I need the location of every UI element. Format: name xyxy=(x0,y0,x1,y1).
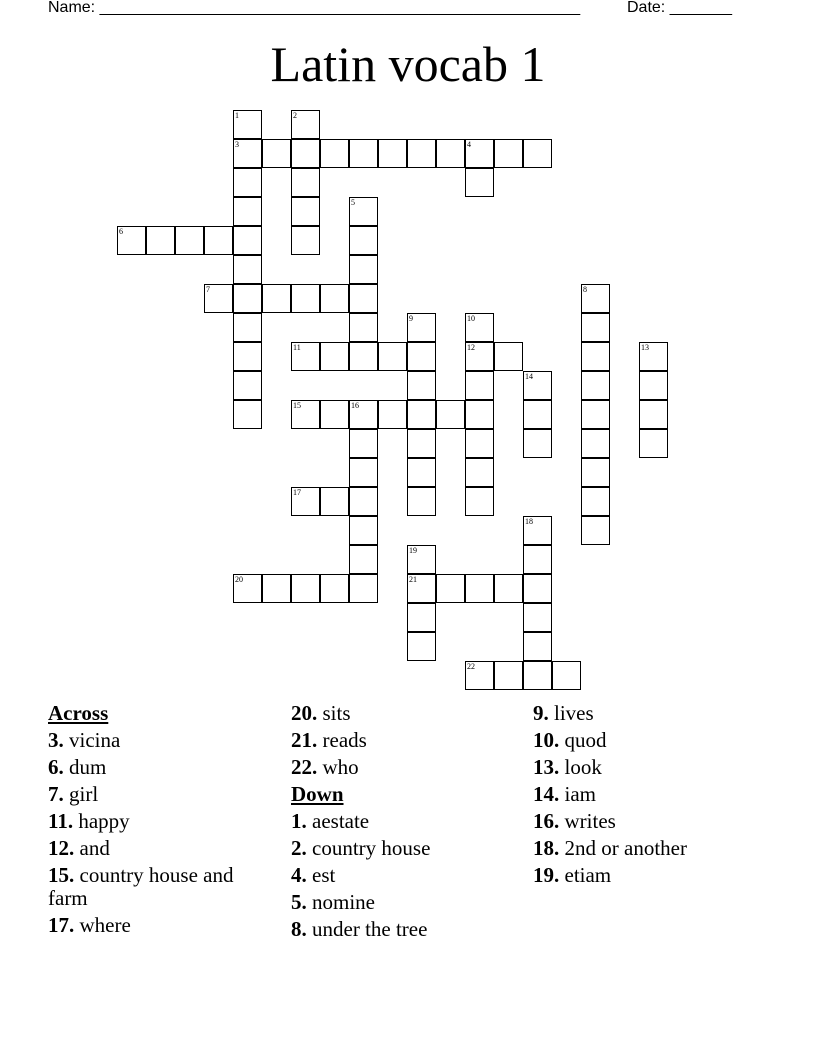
grid-cell[interactable] xyxy=(233,226,262,255)
grid-cell[interactable] xyxy=(523,661,552,690)
cell-number: 9 xyxy=(409,314,413,323)
grid-cell[interactable] xyxy=(465,139,494,168)
grid-cell[interactable] xyxy=(523,574,552,603)
grid-cell[interactable] xyxy=(378,139,407,168)
cell-number: 7 xyxy=(206,285,210,294)
clue-across-20 xyxy=(291,702,491,725)
grid-cell[interactable] xyxy=(291,400,320,429)
clue-across-21 xyxy=(291,729,491,752)
grid-cell[interactable] xyxy=(291,226,320,255)
grid-cell[interactable] xyxy=(465,458,494,487)
grid-cell[interactable] xyxy=(233,313,262,342)
grid-cell[interactable] xyxy=(349,139,378,168)
grid-cell[interactable] xyxy=(581,458,610,487)
grid-cell[interactable] xyxy=(175,226,204,255)
clue-number: 22. xyxy=(291,755,318,779)
grid-cell[interactable] xyxy=(494,574,523,603)
clue-across-22 xyxy=(291,756,491,779)
clue-down-5 xyxy=(291,891,491,914)
clue-down-2 xyxy=(291,837,491,860)
clue-number: 2. xyxy=(291,836,307,860)
grid-cell[interactable] xyxy=(349,313,378,342)
grid-cell[interactable] xyxy=(523,139,552,168)
grid-cell[interactable] xyxy=(320,400,349,429)
grid-cell[interactable] xyxy=(291,110,320,139)
clue-across-17 xyxy=(48,914,248,937)
grid-cell[interactable] xyxy=(291,574,320,603)
clue-column-2 xyxy=(291,702,491,945)
grid-cell[interactable] xyxy=(320,284,349,313)
grid-cell[interactable] xyxy=(349,487,378,516)
cell-number: 15 xyxy=(293,401,301,410)
clue-number: 17. xyxy=(48,913,75,937)
grid-cell[interactable] xyxy=(494,342,523,371)
grid-cell[interactable] xyxy=(291,197,320,226)
clue-column-3 xyxy=(533,702,763,891)
grid-cell[interactable] xyxy=(581,487,610,516)
grid-cell[interactable] xyxy=(291,168,320,197)
clue-down-10 xyxy=(533,729,763,752)
grid-cell[interactable] xyxy=(291,284,320,313)
cell-number: 5 xyxy=(351,198,355,207)
grid-cell[interactable] xyxy=(552,661,581,690)
date-line[interactable]: _______ xyxy=(669,0,732,16)
name-field[interactable] xyxy=(48,0,580,18)
grid-cell[interactable] xyxy=(436,574,465,603)
grid-cell[interactable] xyxy=(581,342,610,371)
grid-cell[interactable] xyxy=(233,400,262,429)
grid-cell[interactable] xyxy=(523,603,552,632)
clue-down-1 xyxy=(291,810,491,833)
clue-down-14 xyxy=(533,783,763,806)
cell-number: 4 xyxy=(467,140,471,149)
clue-number: 10. xyxy=(533,728,560,752)
clue-text: nomine xyxy=(312,890,375,914)
clue-text: under the tree xyxy=(312,917,428,941)
clue-across-12 xyxy=(48,837,248,860)
grid-cell[interactable] xyxy=(465,661,494,690)
clue-down-16 xyxy=(533,810,763,833)
clue-text: country house xyxy=(312,836,431,860)
grid-cell[interactable] xyxy=(262,284,291,313)
clue-text: lives xyxy=(554,701,594,725)
clue-across-11 xyxy=(48,810,248,833)
grid-cell[interactable] xyxy=(262,574,291,603)
grid-cell[interactable] xyxy=(233,574,262,603)
grid-cell[interactable] xyxy=(204,284,233,313)
clue-number: 18. xyxy=(533,836,560,860)
clue-text: etiam xyxy=(564,863,612,887)
grid-cell[interactable] xyxy=(639,400,668,429)
grid-cell[interactable] xyxy=(494,661,523,690)
grid-cell[interactable] xyxy=(407,139,436,168)
grid-cell[interactable] xyxy=(465,429,494,458)
clue-text: writes xyxy=(564,809,616,833)
grid-cell[interactable] xyxy=(262,139,291,168)
clue-number: 14. xyxy=(533,782,560,806)
cell-number: 11 xyxy=(293,343,301,352)
down-heading: Down xyxy=(291,782,344,806)
grid-cell[interactable] xyxy=(233,110,262,139)
grid-cell[interactable] xyxy=(581,429,610,458)
grid-cell[interactable] xyxy=(465,168,494,197)
clue-number: 5. xyxy=(291,890,307,914)
grid-cell[interactable] xyxy=(349,284,378,313)
grid-cell[interactable] xyxy=(349,545,378,574)
grid-cell[interactable] xyxy=(320,342,349,371)
grid-cell[interactable] xyxy=(349,574,378,603)
grid-cell[interactable] xyxy=(407,632,436,661)
clue-text: happy xyxy=(78,809,130,833)
grid-cell[interactable] xyxy=(581,313,610,342)
grid-cell[interactable] xyxy=(291,342,320,371)
clue-across-15 xyxy=(48,864,248,910)
clue-down-9 xyxy=(533,702,763,725)
clue-text: dum xyxy=(69,755,107,779)
grid-cell[interactable] xyxy=(407,313,436,342)
grid-cell[interactable] xyxy=(436,400,465,429)
grid-cell[interactable] xyxy=(581,284,610,313)
clue-text: est xyxy=(312,863,336,887)
clue-across-3 xyxy=(48,729,248,752)
grid-cell[interactable] xyxy=(233,255,262,284)
grid-cell[interactable] xyxy=(291,487,320,516)
grid-cell[interactable] xyxy=(407,371,436,400)
cell-number: 2 xyxy=(293,111,297,120)
grid-cell[interactable] xyxy=(494,139,523,168)
grid-cell[interactable] xyxy=(523,429,552,458)
cell-number: 10 xyxy=(467,314,475,323)
grid-cell[interactable] xyxy=(349,226,378,255)
date-label: Date: xyxy=(627,0,666,16)
clue-down-19 xyxy=(533,864,763,887)
cell-number: 20 xyxy=(235,575,243,584)
clue-column-1 xyxy=(48,702,248,941)
clue-number: 13. xyxy=(533,755,560,779)
grid-cell[interactable] xyxy=(320,487,349,516)
grid-cell[interactable] xyxy=(407,603,436,632)
grid-cell[interactable] xyxy=(523,516,552,545)
grid-cell[interactable] xyxy=(146,226,175,255)
clue-number: 11. xyxy=(48,809,74,833)
grid-cell[interactable] xyxy=(233,168,262,197)
clue-number: 15. xyxy=(48,863,75,887)
grid-cell[interactable] xyxy=(465,487,494,516)
across-heading: Across xyxy=(48,701,109,725)
clue-number: 16. xyxy=(533,809,560,833)
clue-text: 2nd or another xyxy=(564,836,687,860)
clue-number: 3. xyxy=(48,728,64,752)
clue-number: 20. xyxy=(291,701,318,725)
cell-number: 16 xyxy=(351,401,359,410)
clue-number: 1. xyxy=(291,809,307,833)
grid-cell[interactable] xyxy=(639,342,668,371)
grid-cell[interactable] xyxy=(407,429,436,458)
grid-cell[interactable] xyxy=(233,139,262,168)
grid-cell[interactable] xyxy=(465,400,494,429)
clue-number: 12. xyxy=(48,836,75,860)
grid-cell[interactable] xyxy=(581,516,610,545)
clue-text: country house and farm xyxy=(48,863,234,910)
clue-text: reads xyxy=(322,728,367,752)
grid-cell[interactable] xyxy=(407,574,436,603)
grid-cell[interactable] xyxy=(233,284,262,313)
grid-cell[interactable] xyxy=(407,400,436,429)
cell-number: 8 xyxy=(583,285,587,294)
grid-cell[interactable] xyxy=(349,255,378,284)
cell-number: 13 xyxy=(641,343,649,352)
cell-number: 3 xyxy=(235,140,239,149)
clue-across-6 xyxy=(48,756,248,779)
grid-cell[interactable] xyxy=(349,516,378,545)
cell-number: 17 xyxy=(293,488,301,497)
grid-cell[interactable] xyxy=(436,139,465,168)
grid-cell[interactable] xyxy=(117,226,146,255)
grid-cell[interactable] xyxy=(407,458,436,487)
cell-number: 14 xyxy=(525,372,533,381)
grid-cell[interactable] xyxy=(349,429,378,458)
grid-cell[interactable] xyxy=(639,429,668,458)
cell-number: 1 xyxy=(235,111,239,120)
grid-cell[interactable] xyxy=(523,545,552,574)
grid-cell[interactable] xyxy=(349,342,378,371)
cell-number: 22 xyxy=(467,662,475,671)
clue-number: 6. xyxy=(48,755,64,779)
clue-text: who xyxy=(322,755,359,779)
grid-cell[interactable] xyxy=(639,371,668,400)
grid-cell[interactable] xyxy=(581,400,610,429)
grid-cell[interactable] xyxy=(378,400,407,429)
cell-number: 21 xyxy=(409,575,417,584)
clue-number: 4. xyxy=(291,863,307,887)
clue-text: iam xyxy=(564,782,596,806)
name-line[interactable]: ______________________________________________________ xyxy=(99,0,581,16)
grid-cell[interactable] xyxy=(523,400,552,429)
grid-cell[interactable] xyxy=(349,197,378,226)
date-field[interactable] xyxy=(627,0,732,18)
grid-cell[interactable] xyxy=(465,371,494,400)
clue-number: 19. xyxy=(533,863,560,887)
clue-text: and xyxy=(79,836,110,860)
clue-text: vicina xyxy=(69,728,121,752)
grid-cell[interactable] xyxy=(465,574,494,603)
clue-number: 8. xyxy=(291,917,307,941)
clue-down-13 xyxy=(533,756,763,779)
clue-across-7 xyxy=(48,783,248,806)
grid-cell[interactable] xyxy=(349,458,378,487)
grid-cell[interactable] xyxy=(407,545,436,574)
clue-text: quod xyxy=(564,728,607,752)
clue-down-4 xyxy=(291,864,491,887)
grid-cell[interactable] xyxy=(349,400,378,429)
grid-cell[interactable] xyxy=(523,371,552,400)
clue-number: 21. xyxy=(291,728,318,752)
grid-cell[interactable] xyxy=(233,371,262,400)
page-title: Latin vocab 1 xyxy=(270,36,546,92)
clue-number: 9. xyxy=(533,701,549,725)
grid-cell[interactable] xyxy=(204,226,233,255)
grid-cell[interactable] xyxy=(465,342,494,371)
clue-text: look xyxy=(564,755,602,779)
clue-text: girl xyxy=(69,782,99,806)
clue-down-18 xyxy=(533,837,763,860)
grid-cell[interactable] xyxy=(378,342,407,371)
grid-cell[interactable] xyxy=(233,342,262,371)
cell-number: 12 xyxy=(467,343,475,352)
grid-cell[interactable] xyxy=(523,632,552,661)
name-label: Name: xyxy=(48,0,96,16)
grid-cell[interactable] xyxy=(233,197,262,226)
grid-cell[interactable] xyxy=(320,139,349,168)
grid-cell[interactable] xyxy=(407,487,436,516)
cell-number: 18 xyxy=(525,517,533,526)
grid-cell[interactable] xyxy=(291,139,320,168)
clue-text: where xyxy=(79,913,131,937)
grid-cell[interactable] xyxy=(320,574,349,603)
clue-text: sits xyxy=(322,701,351,725)
grid-cell[interactable] xyxy=(407,342,436,371)
clue-number: 7. xyxy=(48,782,64,806)
grid-cell[interactable] xyxy=(581,371,610,400)
cell-number: 6 xyxy=(119,227,123,236)
clue-down-8 xyxy=(291,918,491,941)
cell-number: 19 xyxy=(409,546,417,555)
clue-text: aestate xyxy=(312,809,370,833)
grid-cell[interactable] xyxy=(465,313,494,342)
